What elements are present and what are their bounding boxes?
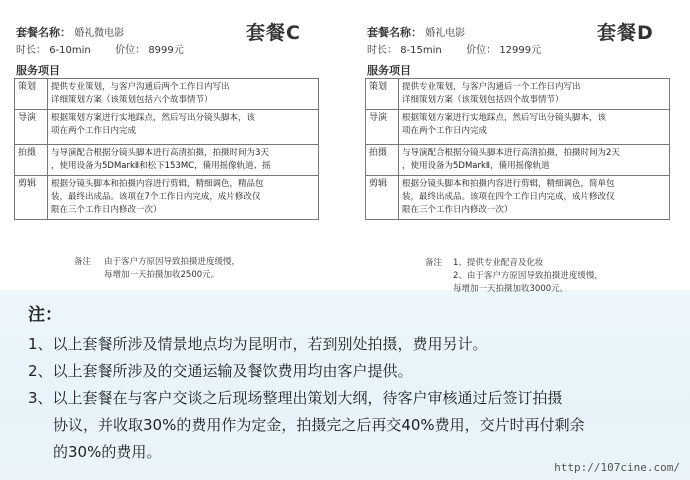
row-value: [399, 176, 670, 220]
row-line: 装，最终出成品。该项在7个工作日内完成，成片修改仅: [51, 192, 261, 202]
package-d-note-line-2: 2、由于客户方原因导致拍摄进度缓慢，: [453, 271, 603, 281]
notes-item-1: 1、以上套餐所涉及情景地点均为昆明市，若到别处拍摄，费用另计。: [28, 335, 488, 353]
package-c-name-label: 套餐名称：: [16, 26, 71, 39]
table-row: [366, 79, 670, 110]
row-line: 限在三个工作日内修改一次）: [402, 205, 513, 215]
package-c-duration-value: 6-10min: [49, 45, 91, 56]
row-key: 剪辑: [15, 176, 48, 220]
package-d-name-line: [367, 24, 465, 40]
package-c-services-table: [14, 78, 319, 220]
package-d-name-label: 套餐名称：: [367, 26, 422, 39]
notes-item-3: 3、以上套餐在与客户交谈之后现场整理出策划大纲，待客户审核通过后签订拍摄: [28, 389, 563, 407]
row-line: ，使用设备为5DMarkⅡ，備用摇像轨道: [402, 161, 550, 171]
package-c-price-value: 8999元: [148, 45, 184, 56]
package-c-title: 套餐C: [246, 22, 301, 44]
package-c-services-label: 服务项目: [16, 64, 60, 77]
row-value: [48, 145, 319, 176]
row-line: 根据分镜头脚本和拍摄内容进行剪辑，精细调色，精品包: [51, 179, 264, 189]
row-line: 提供专业策划，与客户沟通后一个工作日内写出: [402, 82, 581, 92]
package-d-services-table: [365, 78, 670, 220]
notes-item-2: 2、以上套餐所涉及的交通运输及餐饮费用均由客户提供。: [28, 362, 413, 380]
package-c-panel: [14, 0, 334, 290]
row-line: 项在两个工作日内完成: [402, 126, 488, 136]
table-row: [366, 145, 670, 176]
table-row: [15, 110, 319, 145]
table-row: [366, 176, 670, 220]
row-line: 提供专业策划，与客户沟通后两个工作日内写出: [51, 82, 230, 92]
row-line: 项在两个工作日内完成: [51, 126, 137, 136]
package-d-duration-label: 时长：: [367, 45, 397, 56]
row-line: ，使用设备为5DMarkⅡ和松下153MC，備用摇像轨道、摇: [51, 161, 271, 171]
row-value: [48, 79, 319, 110]
row-value: [48, 110, 319, 145]
package-c-note-label: 备注: [74, 257, 92, 267]
row-value: [48, 176, 319, 220]
row-line: 根据策划方案进行实地踩点，然后写出分镜头脚本，该: [402, 113, 607, 123]
package-d-meta-line: [367, 41, 541, 56]
package-d-price-value: 12999元: [499, 45, 542, 56]
row-line: 与导演配合根据分镜头脚本进行高清拍摄，拍摄时间为3天: [51, 148, 269, 158]
row-key: 剪辑: [366, 176, 399, 220]
package-c-duration-label: 时长：: [16, 45, 46, 56]
package-d-note-label: 备注: [425, 258, 443, 268]
row-line: 根据分镜头脚本和拍摄内容进行剪辑，精细调色，简单包: [402, 179, 615, 189]
notes-title: 注：: [28, 305, 62, 325]
row-key: 策划: [366, 79, 399, 110]
notes-item-3-continuation-2: 的30%的费用。: [53, 443, 162, 461]
package-d-name-value: 婚礼电影: [425, 28, 466, 39]
row-value: [399, 110, 670, 145]
row-line: 装，最终出成品。该项在四个工作日内完成，成片修改仅: [402, 192, 615, 202]
row-line: 详细策划方案（该策划包括四个故事情节）: [402, 95, 564, 105]
row-key: 导演: [15, 110, 48, 145]
table-row: [15, 176, 319, 220]
table-row: [15, 79, 319, 110]
row-line: 根据策划方案进行实地踩点，然后写出分镜头脚本，该: [51, 113, 256, 123]
package-c-note-line-2: 每增加一天拍摄加收2500元。: [104, 270, 220, 280]
package-d-price-label: 价位：: [466, 45, 497, 56]
package-d-panel: [365, 0, 685, 294]
row-value: [399, 79, 670, 110]
package-d-services-label: 服务项目: [367, 64, 411, 77]
row-key: 策划: [15, 79, 48, 110]
package-d-title: 套餐D: [597, 22, 654, 44]
watermark-url: http://107cine.com/: [554, 461, 680, 474]
general-notes: [28, 302, 668, 466]
row-key: 拍摄: [366, 145, 399, 176]
notes-item-3-continuation-1: 协议，并收取30%的费用作为定金，拍摄完之后再交40%费用，交片时再付剩余: [53, 416, 585, 434]
package-d-note-line-3: 每增加一天拍摄加收3000元。: [453, 284, 569, 294]
row-line: 限在三个工作日内修改一次）: [51, 205, 162, 215]
row-line: 详细策划方案（该策划包括六个故事情节）: [51, 95, 213, 105]
row-value: [399, 145, 670, 176]
row-key: 导演: [366, 110, 399, 145]
package-d-note-line-1: 1、提供专业配音及化妆: [453, 258, 544, 268]
table-row: [366, 110, 670, 145]
package-c-name-value: 婚礼微电影: [74, 28, 125, 39]
row-line: 与导演配合根据分镜头脚本进行高清拍摄，拍摄时间为2天: [402, 148, 620, 158]
package-d-duration-value: 8-15min: [400, 45, 442, 56]
row-key: 拍摄: [15, 145, 48, 176]
package-c-meta-line: [16, 41, 184, 56]
package-c-note-line-1: 由于客户方原因导致拍摄进度缓慢，: [104, 257, 241, 267]
package-c-name-line: [16, 24, 124, 40]
table-row: [15, 145, 319, 176]
package-c-price-label: 价位：: [115, 45, 146, 56]
